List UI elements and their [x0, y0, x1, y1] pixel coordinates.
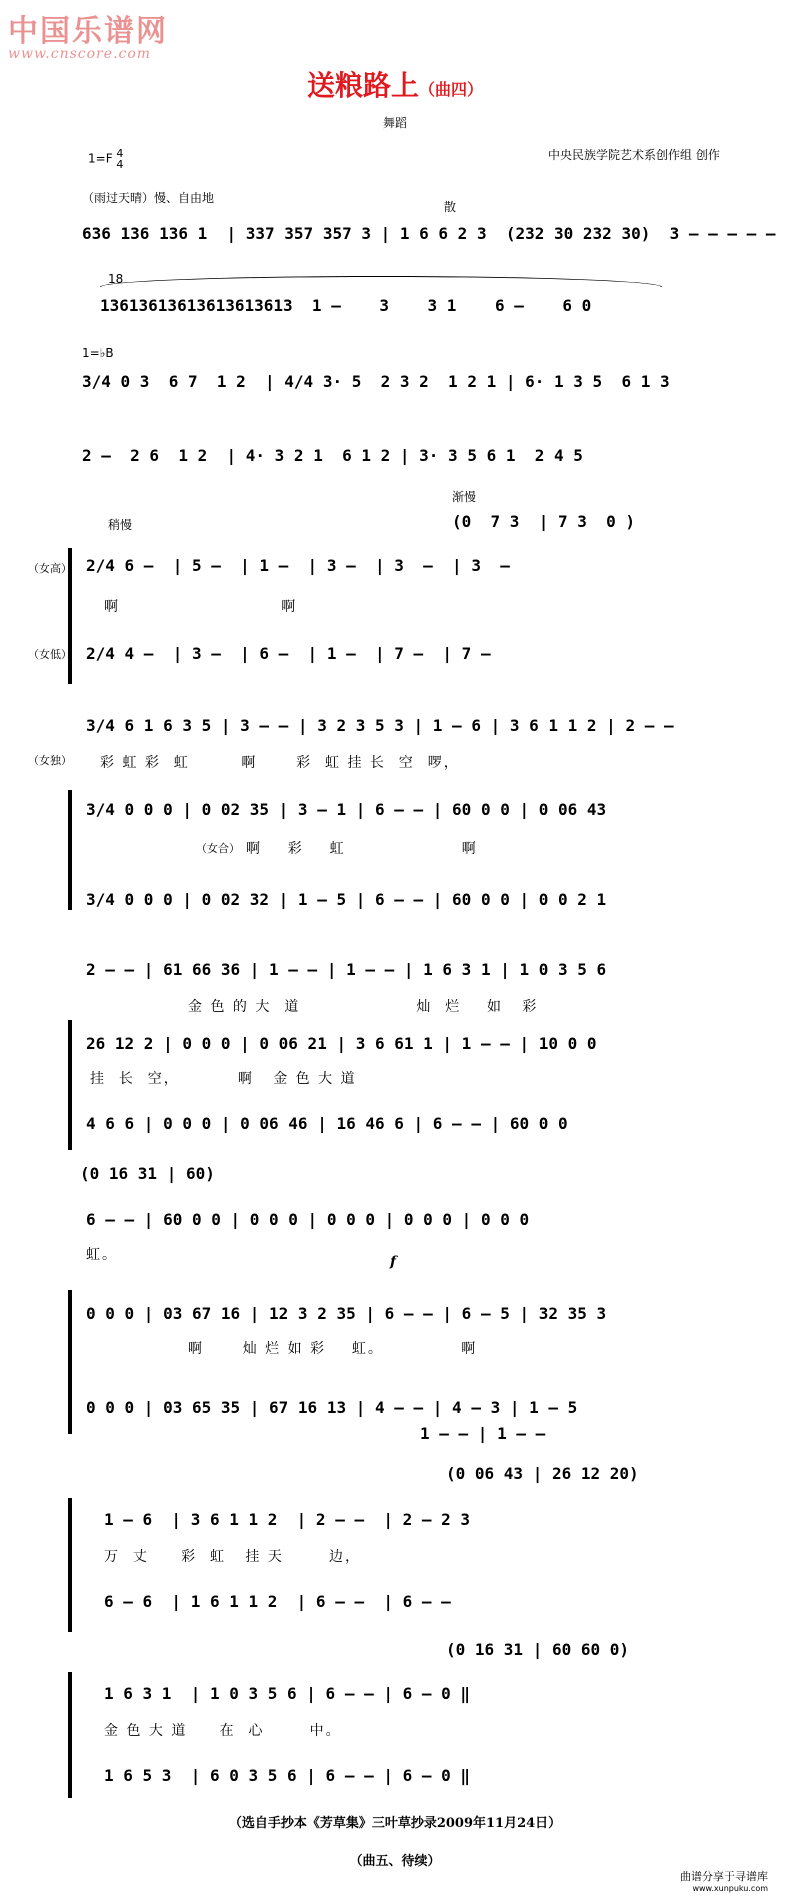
watermark-url: www.cnscore.com [8, 46, 152, 62]
key-change: 1=♭B [82, 346, 114, 360]
title-suffix: （曲四） [419, 80, 484, 99]
jingman-marking: 稍慢 [108, 518, 133, 532]
credit: 中央民族学院艺术系创作组 创作 [548, 148, 720, 162]
part-nu-du: （女独） [28, 754, 72, 767]
score-line-1: 636 136 136 1 | 337 357 357 3 | 1 6 6 2 3 (232 30 232 30) 3 — — — — — [82, 224, 776, 243]
tempo-intro: （雨过天晴）慢、自由地 [82, 191, 215, 205]
share-credit [680, 1868, 768, 1893]
tuplet-number: 18 [108, 272, 124, 286]
watermark-text: 中国乐谱网 [8, 14, 168, 49]
continued-note: （曲五、待续） [349, 1854, 441, 1869]
score-line-6: 2/4 4 — | 3 — | 6 — | 1 — | 7 — | 7 — [86, 644, 491, 663]
key-signature [88, 148, 123, 170]
score-line-15-lower: 1 — — | 1 — — [420, 1424, 546, 1443]
forte-marking: f [390, 1254, 397, 1270]
score-line-11: 26 12 2 | 0 0 0 | 0 06 21 | 3 6 61 1 | 1 — — | 10 0 0 [86, 1034, 597, 1053]
score-line-17: 6 — 6 | 1 6 1 1 2 | 6 — — | 6 — — [104, 1592, 451, 1611]
part-nu-di: （女低） [28, 648, 72, 661]
score-line-15: 0 0 0 | 03 65 35 | 67 16 13 | 4 — — | 4 — 3 | 1 — 5 [86, 1398, 578, 1417]
san-marking: 散 [444, 200, 457, 214]
lyric-line-7: 彩 虹 彩 虹 啊 彩 虹 挂 长 空 啰， [100, 755, 460, 771]
score-line-18: 1 6 3 1 | 1 0 3 5 6 | 6 — — | 6 — 0 ‖ [104, 1684, 471, 1703]
score-line-12: 4 6 6 | 0 0 0 | 0 06 46 | 16 46 6 | 6 — — | 60 0 0 [86, 1114, 568, 1133]
time-top: 4 [116, 147, 124, 160]
lyric-line-8: 啊 彩 虹 啊 [246, 841, 478, 857]
system-bracket-5 [68, 1498, 72, 1632]
system-bracket-6 [68, 1672, 72, 1798]
score-line-18-accomp: (0 16 31 | 60 60 0) [446, 1640, 630, 1659]
score-line-4: 2 — 2 6 1 2 | 4· 3 2 1 6 1 2 | 3· 3 5 6 1 2 4 5 [82, 446, 583, 465]
score-line-16-accomp: (0 06 43 | 26 12 20) [446, 1464, 639, 1483]
part-nu-gao: （女高） [28, 562, 72, 575]
page-title [0, 64, 790, 104]
lyric-line-18: 金 色 大 道 在 心 中。 [104, 1723, 342, 1739]
score-line-3: 3/4 0 3 6 7 1 2 | 4/4 3· 5 2 3 2 1 2 1 | 6· 1 3 5 6 1 3 [82, 372, 670, 391]
score-line-9: 3/4 0 0 0 | 0 02 32 | 1 — 5 | 6 — — | 60 0 0 | 0 0 2 1 [86, 890, 607, 909]
lyric-line-16: 万 丈 彩 虹 挂 天 边， [104, 1549, 362, 1565]
lyric-line-11: 挂 长 空， 啊 金 色 大 道 [90, 1071, 357, 1087]
share-site: www.xunpuku.com [692, 1884, 768, 1893]
share-text: 曲谱分享于寻谱库 [680, 1870, 768, 1883]
lyric-line-13: 虹。 [86, 1247, 118, 1263]
score-line-2: 13613613613613613613 1 — 3 3 1 6 — 6 0 [100, 296, 592, 315]
score-line-13: 6 — — | 60 0 0 | 0 0 0 | 0 0 0 | 0 0 0 | 0 0 0 [86, 1210, 530, 1229]
score-line-13-accomp: (0 16 31 | 60) [80, 1164, 215, 1183]
score-line-14: 0 0 0 | 03 67 16 | 12 3 2 35 | 6 — — | 6 — 5 | 32 35 3 [86, 1304, 607, 1323]
part-nu-he: （女合） [196, 842, 240, 855]
source-note: （选自手抄本《芳草集》三叶草抄录2009年11月24日） [228, 1816, 562, 1831]
key-text: 1=F [88, 151, 113, 166]
score-line-10: 2 — — | 61 66 36 | 1 — — | 1 — — | 1 6 3 1 | 1 0 3 5 6 [86, 960, 607, 979]
tuplet-slur [100, 276, 662, 287]
score-line-5: 2/4 6 — | 5 — | 1 — | 3 — | 3 — | 3 — [86, 556, 510, 575]
system-bracket-2 [68, 790, 72, 910]
lyric-line-5: 啊 啊 [104, 599, 298, 615]
system-bracket-4 [68, 1290, 72, 1434]
site-watermark [8, 6, 208, 62]
score-line-19: 1 6 5 3 | 6 0 3 5 6 | 6 — — | 6 — 0 ‖ [104, 1766, 471, 1785]
score-line-16: 1 — 6 | 3 6 1 1 2 | 2 — — | 2 — 2 3 [104, 1510, 471, 1529]
score-line-7: 3/4 6 1 6 3 5 | 3 — — | 3 2 3 5 3 | 1 — 6 | 3 6 1 1 2 | 2 — — [86, 716, 674, 735]
lyric-line-14: 啊 灿 烂 如 彩 虹。 啊 [188, 1341, 478, 1357]
score-line-5-accomp: (0 7 3 | 7 3 0 ) [452, 512, 636, 531]
score-line-8: 3/4 0 0 0 | 0 02 35 | 3 — 1 | 6 — — | 60 0 0 | 0 06 43 [86, 800, 607, 819]
subtitle: 舞蹈 [382, 116, 407, 130]
system-bracket-3 [68, 1020, 72, 1150]
title-main: 送粮路上 [306, 69, 419, 102]
lyric-line-10: 金 色 的 大 道 灿 烂 如 彩 [188, 999, 539, 1015]
time-bottom: 4 [116, 158, 124, 171]
jianman-marking: 渐慢 [452, 490, 477, 504]
